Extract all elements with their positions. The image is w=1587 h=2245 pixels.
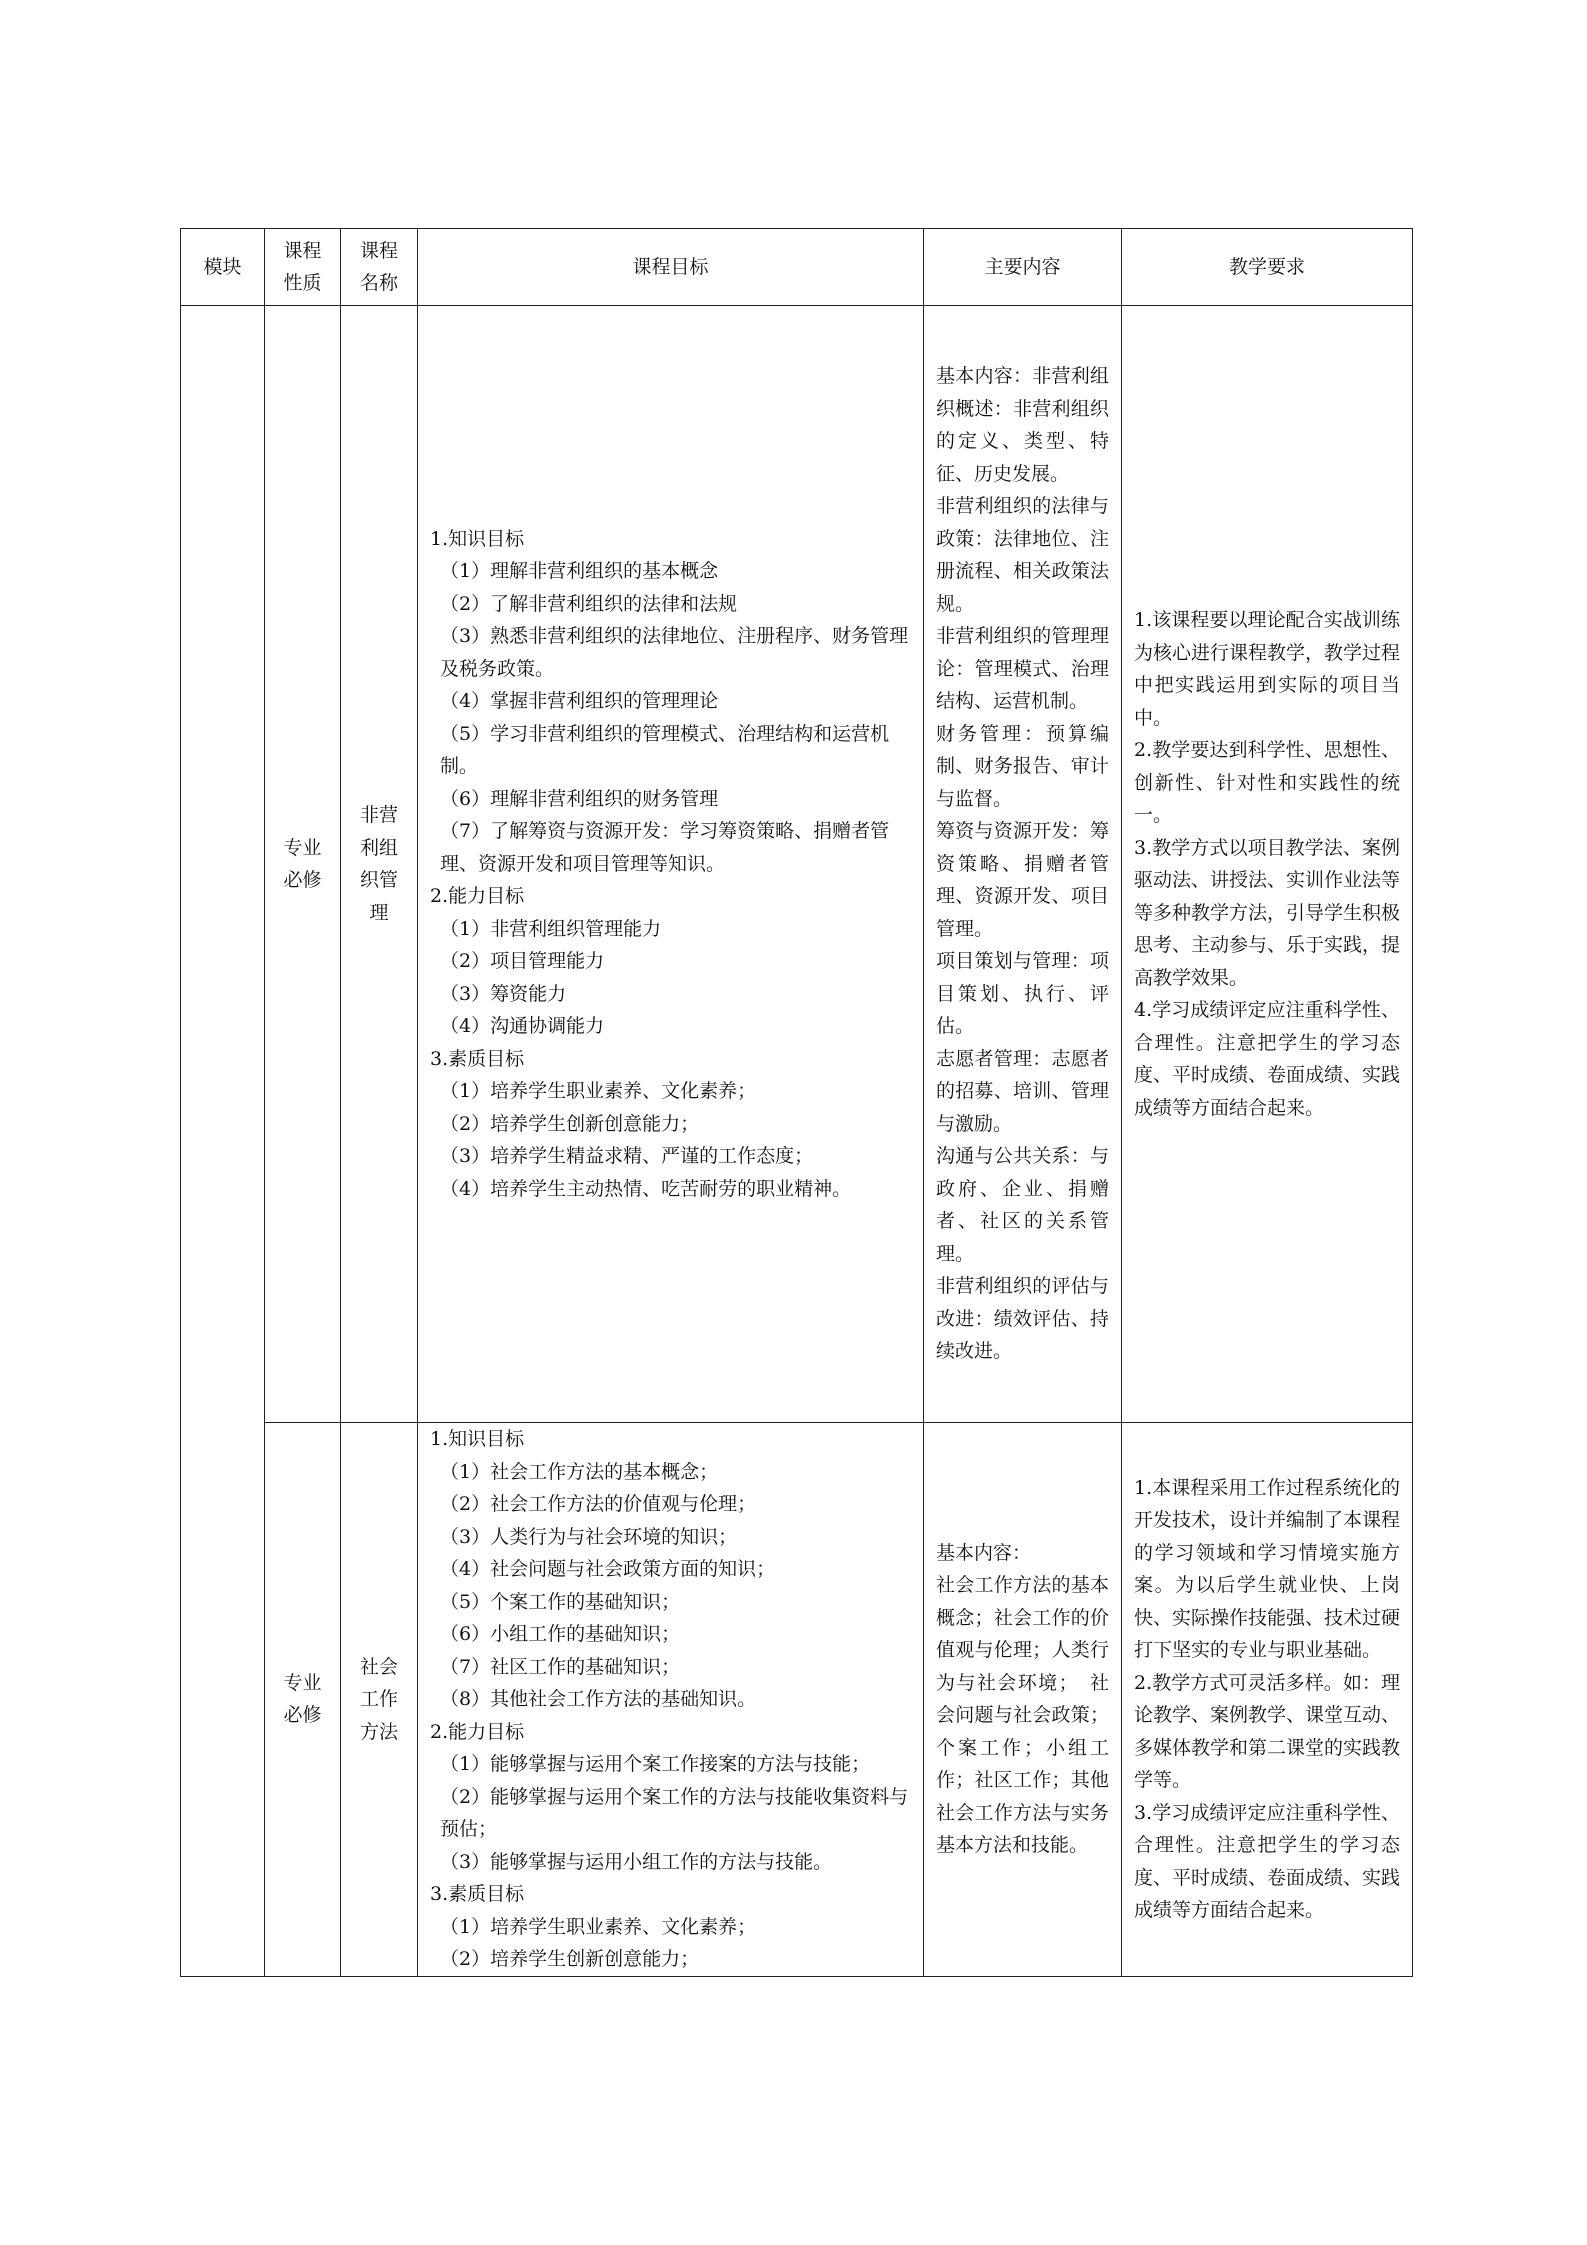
goal-item: （3）培养学生精益求精、严谨的工作态度； <box>440 1145 814 1168</box>
course-name-cell: 社会工作方法 <box>341 1423 418 1977</box>
content-item: 基本内容：非营利组织概述：非营利组织的定义、类型、特征、历史发展。 <box>936 365 1109 485</box>
goal-item: （4）培养学生主动热情、吃苦耐劳的职业精神。 <box>440 1177 852 1200</box>
requirement-item: 4.学习成绩评定应注重科学性、合理性。注意把学生的学习态度、平时成绩、卷面成绩、实践成绩等方面结合起来。 <box>1134 999 1401 1119</box>
content-item: 非营利组织的法律与政策：法律地位、注册流程、相关政策法规。 <box>936 495 1109 615</box>
header-module: 模块 <box>181 229 265 306</box>
goal-item: （2）项目管理能力 <box>440 950 605 973</box>
goal-item: （3）熟悉非营利组织的法律地位、注册程序、财务管理及税务政策。 <box>440 625 909 680</box>
teaching-requirements-cell <box>1122 1423 1413 1977</box>
table-row <box>181 1423 1413 1977</box>
goal-item: （1）非营利组织管理能力 <box>440 917 662 940</box>
content-item: 非营利组织的评估与改进：绩效评估、持续改进。 <box>936 1275 1109 1363</box>
goal-section-heading: 3.素质目标 <box>430 1883 525 1905</box>
content-item: 筹资与资源开发：筹资策略、捐赠者管理、资源开发、项目管理。 <box>936 820 1109 940</box>
table-row <box>181 306 1413 1423</box>
course-name-cell: 非营利组织管理 <box>341 306 418 1423</box>
requirement-item: 3.教学方式以项目教学法、案例驱动法、讲授法、实训作业法等等多种教学方法，引导学生积极思考、主动参与、乐于实践，提高教学效果。 <box>1134 836 1401 989</box>
header-nature: 课程性质 <box>265 229 341 306</box>
module-cell <box>181 306 265 1977</box>
goal-item: （2）培养学生创新创意能力； <box>440 1948 700 1970</box>
course-content-cell <box>924 306 1122 1423</box>
requirement-item: 2.教学要达到科学性、思想性、创新性、针对性和实践性的统一。 <box>1134 739 1400 826</box>
goal-item: （8）其他社会工作方法的基础知识。 <box>440 1688 757 1710</box>
content-item: 非营利组织的管理理论：管理模式、治理结构、运营机制。 <box>936 625 1109 713</box>
requirement-item: 1.本课程采用工作过程系统化的开发技术，设计并编制了本课程的学习领域和学习情境实施方案。为以后学生就业快、上岗快、实际操作技能强、技术过硬打下坚实的专业与职业基础。 <box>1134 1476 1401 1662</box>
requirement-item: 3.学习成绩评定应注重科学性、合理性。注意把学生的学习态度、平时成绩、卷面成绩、实践成绩等方面结合起来。 <box>1134 1801 1401 1922</box>
goal-section-heading: 2.能力目标 <box>430 885 525 908</box>
goal-section-heading: 3.素质目标 <box>430 1047 525 1070</box>
course-goal-cell <box>418 306 924 1423</box>
goal-item: （3）人类行为与社会环境的知识； <box>440 1525 738 1548</box>
goal-item: （5）学习非营利组织的管理模式、治理结构和运营机制。 <box>440 722 890 778</box>
goal-section-heading: 2.能力目标 <box>430 1720 525 1743</box>
goal-item: （3）能够掌握与运用小组工作的方法与技能。 <box>440 1850 833 1873</box>
header-row <box>181 229 1413 306</box>
goal-item: （4）沟通协调能力 <box>440 1015 605 1038</box>
goal-item: （1）培养学生职业素养、文化素养； <box>440 1080 757 1103</box>
goal-item: （2）能够掌握与运用个案工作的方法与技能收集资料与预估； <box>440 1785 909 1840</box>
content-item: 项目策划与管理：项目策划、执行、评估。 <box>936 950 1109 1038</box>
header-requirements: 教学要求 <box>1122 229 1413 306</box>
goal-item: （4）掌握非营利组织的管理理论 <box>440 690 719 713</box>
goal-item: （5）个案工作的基础知识； <box>440 1590 681 1613</box>
goal-item: （7）了解筹资与资源开发：学习筹资策略、捐赠者管理、资源开发和项目管理等知识。 <box>440 820 890 875</box>
goal-item: （1）培养学生职业素养、文化素养； <box>440 1915 757 1938</box>
goal-item: （2）了解非营利组织的法律和法规 <box>440 592 738 615</box>
goal-item: （4）社会问题与社会政策方面的知识； <box>440 1558 776 1580</box>
requirement-item: 1.该课程要以理论配合实战训练为核心进行课程教学，教学过程中把实践运用到实际的项目当中。 <box>1134 609 1401 729</box>
content-item: 基本内容： <box>936 1541 1032 1564</box>
content-item: 社会工作方法的基本概念；社会工作的价值观与伦理；人类行为与社会环境； 社会问题与社会政策；个案工作；小组工作；社区工作；其他社会工作方法与实务基本方法和技能。 <box>936 1574 1109 1857</box>
content-item: 沟通与公共关系：与政府、企业、捐赠者、社区的关系管理。 <box>936 1145 1109 1265</box>
goal-item: （7）社区工作的基础知识； <box>440 1655 681 1678</box>
course-goal-cell <box>418 1423 924 1977</box>
goal-item: （6）理解非营利组织的财务管理 <box>440 787 719 810</box>
goal-section-heading: 1.知识目标 <box>430 527 525 550</box>
goal-item: （1）能够掌握与运用个案工作接案的方法与技能； <box>440 1753 871 1775</box>
course-table <box>180 228 1413 1977</box>
goal-item: （1）社会工作方法的基本概念； <box>440 1460 719 1483</box>
header-goal: 课程目标 <box>418 229 924 306</box>
content-item: 财务管理：预算编制、财务报告、审计与监督。 <box>936 722 1109 810</box>
goal-item: （3）筹资能力 <box>440 982 567 1005</box>
goal-item: （6）小组工作的基础知识； <box>440 1623 681 1645</box>
goal-item: （1）理解非营利组织的基本概念 <box>440 560 719 583</box>
goal-section-heading: 1.知识目标 <box>430 1428 525 1450</box>
course-nature-cell: 专业必修 <box>265 306 341 1423</box>
course-content-cell <box>924 1423 1122 1977</box>
goal-item: （2）社会工作方法的价值观与伦理； <box>440 1493 757 1515</box>
header-name: 课程名称 <box>341 229 418 306</box>
teaching-requirements-cell <box>1122 306 1413 1423</box>
goal-item: （2）培养学生创新创意能力； <box>440 1112 700 1135</box>
requirement-item: 2.教学方式可灵活多样。如：理论教学、案例教学、课堂互动、多媒体教学和第二课堂的实践教学等。 <box>1134 1671 1401 1792</box>
content-item: 志愿者管理：志愿者的招募、培训、管理与激励。 <box>936 1047 1109 1135</box>
header-content: 主要内容 <box>924 229 1122 306</box>
course-nature-cell: 专业必修 <box>265 1423 341 1977</box>
